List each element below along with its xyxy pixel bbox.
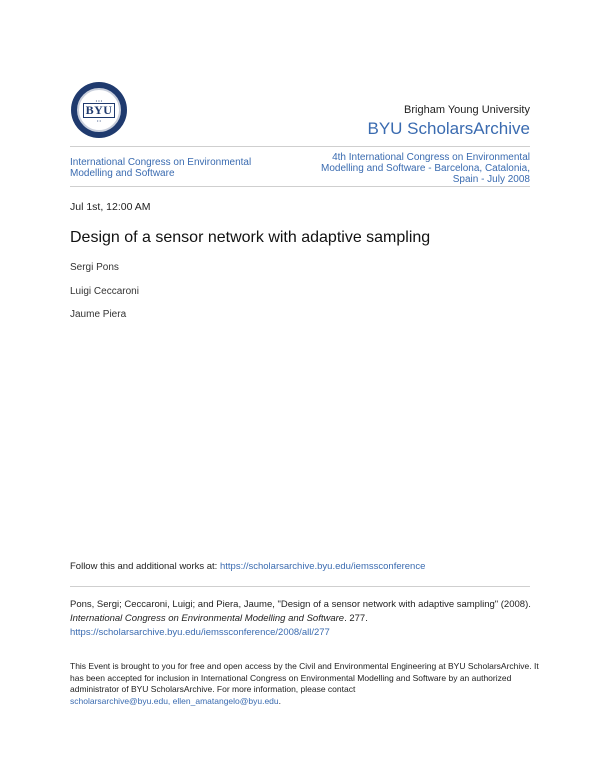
subseries-line-1: 4th International Congress on Environmental (332, 152, 530, 163)
access-notice (70, 661, 540, 707)
seal-inner-ring (77, 88, 121, 132)
author-name: Luigi Ceccaroni (70, 286, 139, 297)
citation-text: Pons, Sergi; Ceccaroni, Luigi; and Piera, Jaume, "Design of a sensor network with adaptive sampling" (2008). (70, 599, 531, 610)
subseries-link[interactable] (300, 152, 530, 185)
header-divider-top (70, 146, 530, 147)
follow-prefix: Follow this and additional works at: (70, 561, 220, 572)
author-name: Sergi Pons (70, 262, 119, 273)
subseries-line-3: Spain - July 2008 (452, 174, 530, 185)
series-link[interactable]: International Congress on Environmental Modelling and Software (70, 157, 252, 179)
event-title: Design of a sensor network with adaptive sampling (70, 229, 431, 246)
citation-journal: International Congress on Environmental Modelling and Software (70, 613, 345, 624)
notice-text: This Event is brought to you for free and open access by the Civil and Environmental Engineering at BYU ScholarsArchive. It has been accepted for inclusion in International Congress on Environmental Modelling and Software by an authorized administrator of BYU ScholarsArchive. For more information, please contact (70, 661, 539, 694)
citation-suffix: . 277. (344, 613, 368, 624)
subseries-line-2: Modelling and Software - Barcelona, Catalonia, (320, 163, 530, 174)
notice-end: . (278, 695, 282, 706)
follow-line (70, 561, 425, 572)
byu-logo-mark: BYU (83, 103, 116, 118)
citation-divider (70, 586, 530, 587)
author-name: Jaume Piera (70, 309, 127, 320)
citation-link[interactable]: https://scholarsarchive.byu.edu/iemssconference/2008/all/277 (70, 627, 330, 638)
header-divider-bottom (70, 186, 530, 187)
byu-seal-logo (71, 82, 127, 138)
contact-email-links[interactable]: scholarsarchive@byu.edu, ellen_amatangelo@byu.edu (70, 695, 279, 706)
repository-name[interactable]: BYU ScholarsArchive (367, 119, 530, 138)
recommended-citation (70, 598, 540, 640)
seal-dots-icon: • • • (95, 97, 103, 103)
follow-link[interactable]: https://scholarsarchive.byu.edu/iemssconference (219, 561, 426, 572)
seal-dots-icon: • • (97, 117, 101, 123)
event-date: Jul 1st, 12:00 AM (70, 201, 151, 213)
institution-name: Brigham Young University (404, 104, 530, 116)
